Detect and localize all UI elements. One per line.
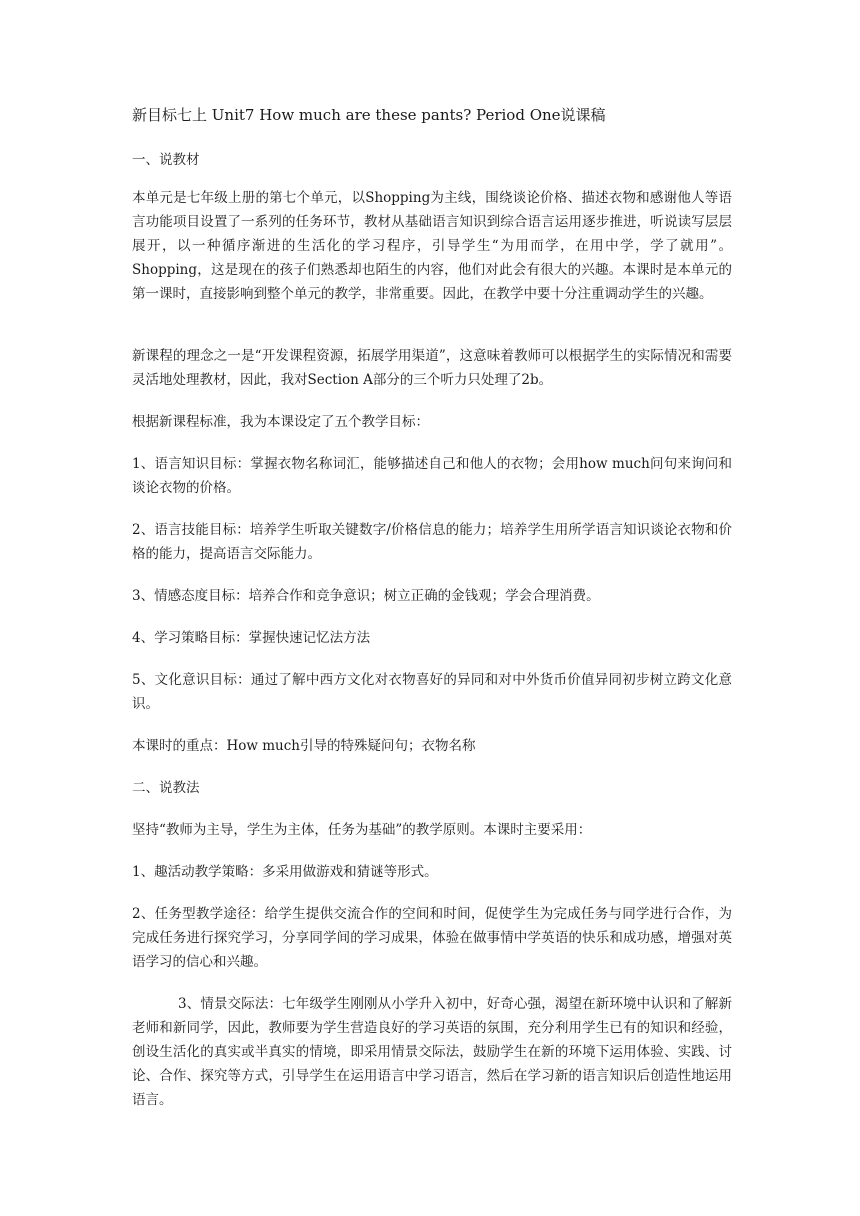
paragraph-principle: 坚持“教师为主导，学生为主体，任务为基础”的教学原则。本课时主要采用： <box>132 822 592 838</box>
paragraph-curriculum-concept: 新课程的理念之一是“开发课程资源，拓展学用渠道”，这意味着教师可以根据学生的实际情况和需要灵活地处理教材，因此，我对Section A部分的三个听力只处理了2b。 <box>132 348 732 388</box>
paragraph-goal-2: 2、语言技能目标：培养学生听取关键数字/价格信息的能力；培养学生用所学语言知识谈论衣物和价格的能力，提高语言交际能力。 <box>132 522 732 562</box>
paragraph-goal-5: 5、文化意识目标：通过了解中西方文化对衣物喜好的异同和对中外货币价值异同初步树立跨文化意识。 <box>132 672 732 712</box>
paragraph-method-1: 1、趣活动教学策略：多采用做游戏和猜谜等形式。 <box>132 864 438 880</box>
paragraph-method-2: 2、任务型教学途径：给学生提供交流合作的空间和时间，促使学生为完成任务与同学进行合作，为完成任务进行探究学习，分享同学间的学习成果，体验在做事情中学英语的快乐和成功感，增强对英语学习的信心和兴趣。 <box>132 906 732 970</box>
document-title: 新目标七上 Unit7 How much are these pants? Period One说课稿 <box>132 106 606 124</box>
paragraph-unit-overview: 本单元是七年级上册的第七个单元，以Shopping为主线，围绕谈论价格、描述衣物和感谢他人等语言功能项目设置了一系列的任务环节，教材从基础语言知识到综合语言运用逐步推进，听说读写层层展开，以一种循序渐进的生活化的学习程序，引导学生“为用而学，在用中学，学了就用”。Shopping，这是现在的孩子们熟悉却也陌生的内容，他们对此会有很大的兴趣。本课时是本单元的第一课时，直接影响到整个单元的教学，非常重要。因此，在教学中要十分注重调动学生的兴趣。 <box>132 190 732 302</box>
section-heading-textbook: 一、说教材 <box>132 152 200 168</box>
paragraph-goal-3: 3、情感态度目标：培养合作和竞争意识；树立正确的金钱观；学会合理消费。 <box>132 588 600 604</box>
paragraph-key-points: 本课时的重点：How much引导的特殊疑问句；衣物名称 <box>132 738 476 754</box>
paragraph-goal-4: 4、学习策略目标：掌握快速记忆法方法 <box>132 630 371 646</box>
section-heading-methods: 二、说教法 <box>132 780 200 796</box>
paragraph-goal-1: 1、语言知识目标：掌握衣物名称词汇，能够描述自己和他人的衣物；会用how much问句来询问和谈论衣物的价格。 <box>132 456 732 496</box>
paragraph-method-3: 3、情景交际法：七年级学生刚刚从小学升入初中，好奇心强，渴望在新环境中认识和了解新老师和新同学，因此，教师要为学生营造良好的学习英语的氛围，充分利用学生已有的知识和经验，创设生活化的真实或半真实的情境，即采用情景交际法，鼓励学生在新的环境下运用体验、实践、讨论、合作、探究等方式，引导学生在运用语言中学习语言，然后在学习新的语言知识后创造性地运用语言。 <box>132 996 732 1108</box>
paragraph-goals-intro: 根据新课程标准，我为本课设定了五个教学目标： <box>132 414 429 430</box>
